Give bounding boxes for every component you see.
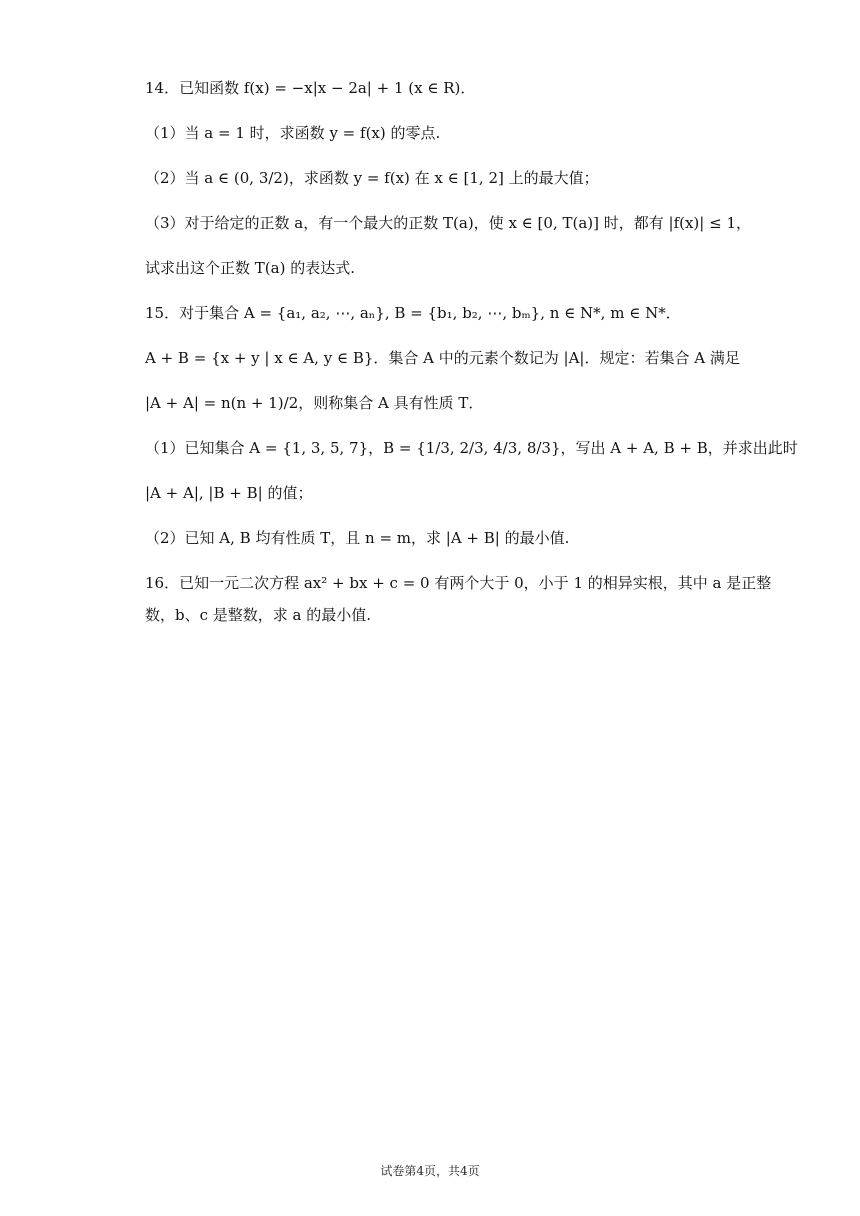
q15-part1-cont: |A + A|, |B + B| 的值； — [145, 484, 313, 502]
q14-part1: （1）当 a = 1 时，求函数 y = f(x) 的零点. — [145, 124, 441, 142]
q15-stem: 15．对于集合 A = {a₁, a₂, ⋯, aₙ}, B = {b₁, b₂, ⋯, bₘ}, n ∈ N*, m ∈ N*． — [145, 304, 681, 322]
page-footer: 试卷第4页，共4页 — [380, 1164, 480, 1178]
q15-part1: （1）已知集合 A = {1, 3, 5, 7}，B = {1/3, 2/3, 4/3, 8/3}，写出 A + A, B + B，并求出此时 — [145, 439, 798, 457]
q14-part2: （2）当 a ∈ (0, 3/2)，求函数 y = f(x) 在 x ∈ [1, 2] 上的最大值； — [145, 169, 599, 187]
q15-definition-1: A + B = {x + y | x ∈ A, y ∈ B}．集合 A 中的元素个数记为 |A|．规定：若集合 A 满足 — [145, 349, 740, 367]
q14-stem: 14．已知函数 f(x) = −x|x − 2a| + 1 (x ∈ R)． — [145, 79, 476, 97]
q16-line-2: 数，b、c 是整数，求 a 的最小值. — [145, 606, 372, 624]
q14-part3-cont: 试求出这个正数 T(a) 的表达式. — [145, 259, 355, 277]
q14-part3: （3）对于给定的正数 a，有一个最大的正数 T(a)，使 x ∈ [0, T(a)] 时，都有 |f(x)| ≤ 1， — [145, 214, 751, 232]
q15-definition-2: |A + A| = n(n + 1)/2，则称集合 A 具有性质 T． — [145, 394, 484, 412]
q15-part2: （2）已知 A, B 均有性质 T，且 n = m，求 |A + B| 的最小值. — [145, 529, 570, 547]
q16-line-1: 16．已知一元二次方程 ax² + bx + c = 0 有两个大于 0，小于 1 的相异实根，其中 a 是正整 — [145, 574, 772, 592]
